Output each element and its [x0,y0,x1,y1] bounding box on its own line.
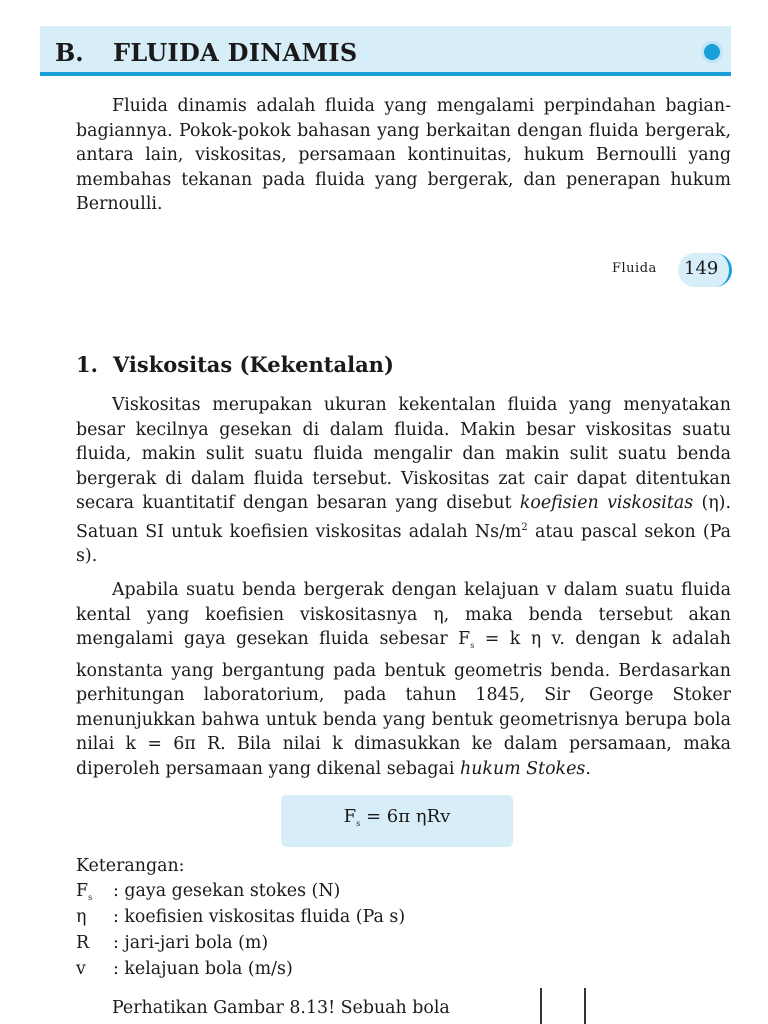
legend-description: : koefisien viskositas fluida (Pa s) [113,907,406,927]
section-title: FLUIDA DINAMIS [113,38,358,67]
superscript: 2 [521,521,528,533]
paragraph-text: atau pascal sekon (Pa s). [76,521,731,566]
paragraph-text: Apabila suatu benda bergerak dengan kelajuan v dalam suatu fluida kental yang koefisien viskositasnya η, maka benda tersebut akan mengalami gaya gesekan fluida sebesar F [76,580,731,649]
stokes-paragraph [76,578,731,781]
figure-container-wall [584,988,586,1024]
term-koefisien-viskositas: koefisien viskositas [519,493,694,513]
legend-symbol: v [76,959,86,979]
paragraph-text: Viskositas merupakan ukuran kekentalan fluida yang menyatakan besar kecilnya gesekan di dalam fluida. Makin besar viskositas suatu fluida, makin sulit suatu fluida mengalir dan makin sulit suatu benda bergerak di dalam fluida tersebut. Viskositas zat cair dapat ditentukan secara kuantitatif dengan besaran yang disebut [76,395,731,513]
legend-description: : jari-jari bola (m) [113,933,269,953]
legend-row [76,905,405,930]
paragraph-text: (η). Satuan SI untuk koefisien viskositas adalah Ns/m [76,493,731,542]
viscosity-paragraph [76,393,731,568]
figure-container-wall [540,988,542,1024]
stokes-formula [281,806,513,828]
legend-symbol: F [76,881,89,901]
subsection-number: 1. [76,352,98,377]
legend-description: : gaya gesekan stokes (N) [113,881,341,901]
legend-heading: Keterangan: [76,856,185,876]
page-number: 149 [684,258,719,279]
legend-symbol: R [76,933,90,953]
term-hukum-stokes: hukum Stokes [460,758,586,779]
section-header-underline [40,72,731,76]
subscript: s [470,641,475,650]
paragraph-text: . [585,758,591,779]
legend-row [76,931,268,956]
legend-symbol: η [76,907,87,927]
formula-text: F [343,806,357,827]
footer-chapter-label: Fluida [612,261,657,276]
formula-subscript: s [356,819,361,828]
legend-row [76,957,293,982]
closing-sentence: Perhatikan Gambar 8.13! Sebuah bola [112,998,450,1018]
paragraph-text: = k η v. dengan k adalah konstanta yang bergantung pada bentuk geometris benda. Berdasarkan perhitungan laboratorium, pada tahun 1845, Sir George Stoker menunjukkan bahwa untuk benda yang bentuk geometrisnya berupa bola nilai k = 6π R. Bila nilai k dimasukkan ke dalam persamaan, maka diperoleh persamaan yang dikenal sebagai [76,629,731,779]
decorative-dot-icon [704,44,720,60]
formula-text: = 6π ηRv [360,806,451,827]
intro-paragraph: Fluida dinamis adalah fluida yang mengalami perpindahan bagian-bagiannya. Pokok-pokok bahasan yang berkaitan dengan fluida bergerak, antara lain, viskositas, persamaan kontinuitas, hukum Bernoulli yang membahas tekanan pada fluida yang bergerak, dan penerapan hukum Bernoulli. [76,96,731,214]
legend-subscript: s [88,893,93,902]
legend-description: : kelajuan bola (m/s) [113,959,293,979]
section-letter: B. [55,38,84,67]
subsection-heading [76,352,394,377]
subsection-title: Viskositas (Kekentalan) [113,352,394,377]
